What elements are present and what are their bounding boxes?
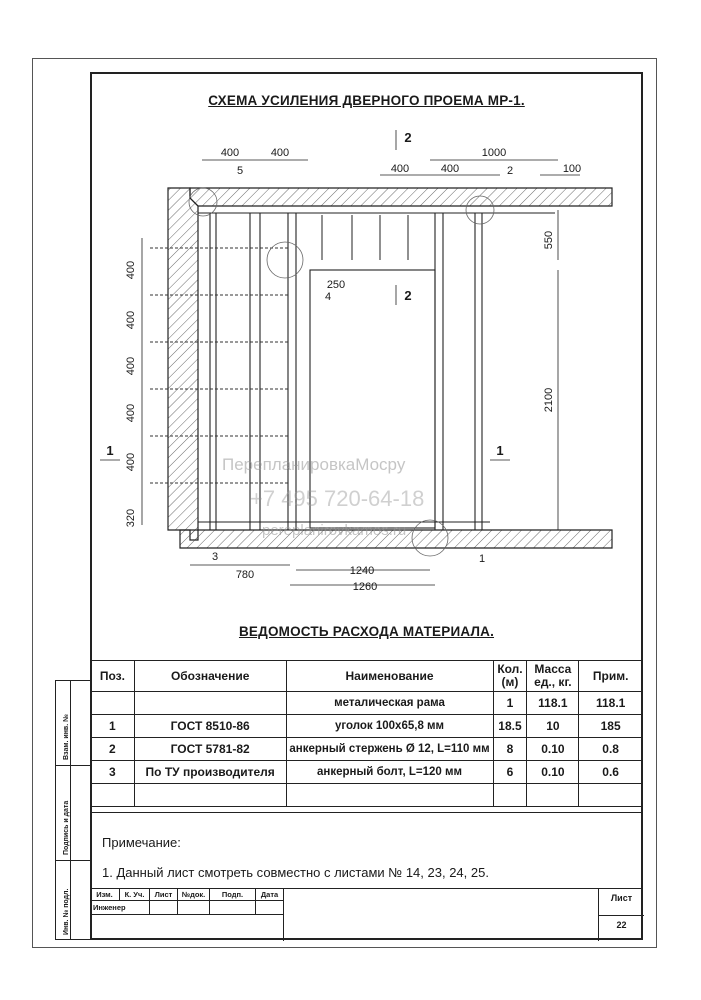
- dim-top-right-2: 400: [440, 163, 460, 175]
- dim-top-left-2: 400: [270, 147, 290, 159]
- cell-qty: 8: [493, 738, 527, 761]
- cell-pos: 1: [91, 715, 135, 738]
- tb-sheet-number: 22: [599, 915, 644, 930]
- cell-qty: 6: [493, 761, 527, 784]
- callout-3: 3: [211, 551, 219, 563]
- callout-2: 2: [506, 165, 514, 177]
- table-row-empty: [91, 784, 643, 807]
- dim-left-4: 400: [125, 403, 137, 423]
- dim-top-right-1: 400: [390, 163, 410, 175]
- header-note: Прим.: [579, 661, 643, 692]
- table-row: [91, 738, 643, 761]
- header-pos: Поз.: [91, 661, 135, 692]
- cell-mass: 118.1: [527, 692, 579, 715]
- cell-note: 0.8: [579, 738, 643, 761]
- cell-designation: ГОСТ 8510-86: [134, 715, 286, 738]
- cell-pos: 2: [91, 738, 135, 761]
- steel-frame: [198, 213, 555, 530]
- cell-note: 0.6: [579, 761, 643, 784]
- anchors-top: [322, 215, 408, 260]
- dim-left-2: 400: [125, 310, 137, 330]
- watermark-name: ПерепланировкаМосру: [222, 455, 406, 474]
- table-row: [91, 761, 643, 784]
- section-1-left: 1: [106, 443, 114, 458]
- dim-top-left-1: 400: [220, 147, 240, 159]
- header-designation: Обозначение: [134, 661, 286, 692]
- tb-col-kuch: К. Уч.: [120, 889, 150, 901]
- table-row: [91, 715, 643, 738]
- callout-5: 5: [236, 165, 244, 177]
- cell-name: уголок 100х65,8 мм: [286, 715, 493, 738]
- tb-sheet-label: Лист: [610, 893, 633, 903]
- materials-title: ВЕДОМОСТЬ РАСХОДА МАТЕРИАЛА.: [238, 624, 495, 639]
- dim-bottom-2: 1240: [349, 565, 375, 577]
- section-1-right: 1: [496, 443, 504, 458]
- scheme-title: СХЕМА УСИЛЕНИЯ ДВЕРНОГО ПРОЕМА МР-1.: [208, 93, 525, 108]
- cell-qty: 1: [493, 692, 527, 715]
- title-block: [90, 888, 643, 941]
- cell-name: металическая рама: [286, 692, 493, 715]
- dim-right-upper: 550: [543, 230, 555, 250]
- dim-left-5: 400: [125, 452, 137, 472]
- dim-inner: 250: [326, 279, 346, 291]
- dim-right-lower: 2100: [543, 387, 555, 413]
- table-row: [91, 692, 643, 715]
- header-mass: Масса ед., кг.: [527, 661, 579, 692]
- section-2-top: 2: [404, 130, 412, 145]
- tb-engineer: Инженер: [90, 901, 150, 915]
- callout-1: 1: [478, 553, 486, 565]
- section-2-bottom: 2: [404, 288, 412, 303]
- cell-name: анкерный болт, L=120 мм: [286, 761, 493, 784]
- watermark-phone: +7 495 720-64-18: [250, 486, 425, 511]
- note-item-1: 1. Данный лист смотреть совместно с листами № 14, 23, 24, 25.: [102, 865, 489, 880]
- door-opening-drawing: [90, 110, 643, 620]
- header-name: Наименование: [286, 661, 493, 692]
- margin-label-inv: Инв. № подл.: [63, 888, 70, 935]
- tb-col-data: Дата: [256, 889, 284, 901]
- dim-left-6: 320: [125, 508, 137, 528]
- table-header-row: [91, 661, 643, 692]
- dim-bottom-1: 780: [235, 569, 255, 581]
- tb-col-podp: Подп.: [210, 889, 256, 901]
- dim-left-1: 400: [125, 260, 137, 280]
- material-table: [90, 660, 643, 807]
- cell-designation: [134, 692, 286, 715]
- tb-sheet-box: [598, 889, 644, 941]
- dim-bottom-3: 1260: [352, 581, 378, 593]
- tb-col-ndok: №док.: [178, 889, 210, 901]
- cell-mass: 0.10: [527, 738, 579, 761]
- cell-name: анкерный стержень Ø 12, L=110 мм: [286, 738, 493, 761]
- tb-col-list: Лист: [150, 889, 178, 901]
- cell-pos: 3: [91, 761, 135, 784]
- cell-pos: [91, 692, 135, 715]
- left-wall: [168, 188, 198, 540]
- margin-label-podpis: Подпись и дата: [63, 800, 70, 855]
- cell-mass: 0.10: [527, 761, 579, 784]
- callout-4: 4: [324, 291, 332, 303]
- top-slab: [190, 188, 612, 206]
- cell-note: 185: [579, 715, 643, 738]
- watermark-site: pereplanirovkamos.ru: [262, 522, 407, 539]
- cell-note: 118.1: [579, 692, 643, 715]
- cell-qty: 18.5: [493, 715, 527, 738]
- notes-heading: Примечание:: [102, 835, 181, 850]
- notes-section: [90, 812, 643, 889]
- margin-stamp-inner: [71, 680, 90, 940]
- cell-mass: 10: [527, 715, 579, 738]
- header-qty: Кол. (м): [493, 661, 527, 692]
- cell-designation: По ТУ производителя: [134, 761, 286, 784]
- cell-designation: ГОСТ 5781-82: [134, 738, 286, 761]
- dim-top-right-3: 1000: [481, 147, 507, 159]
- dim-left-3: 400: [125, 356, 137, 376]
- dim-top-right-4: 100: [562, 163, 582, 175]
- tb-col-izm: Изм.: [90, 889, 120, 901]
- margin-label-vzam: Взам. инв. №: [63, 714, 70, 760]
